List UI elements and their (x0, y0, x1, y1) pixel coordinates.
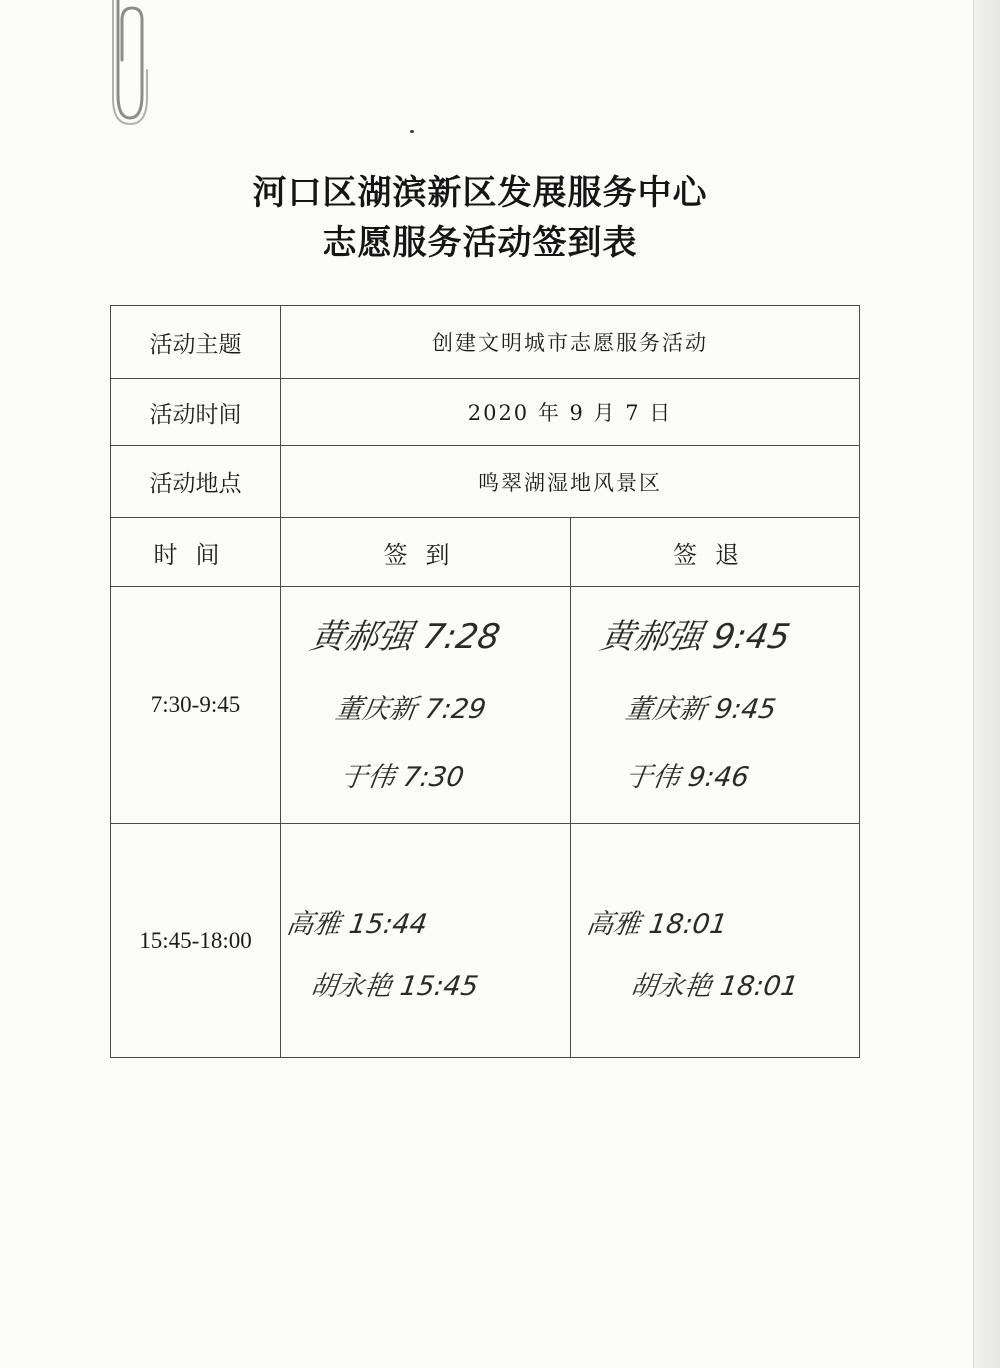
page-edge (973, 0, 1000, 1368)
document-subtitle: 志愿服务活动签到表 (322, 223, 638, 263)
signature: 黄郝强 7:28 (306, 617, 504, 657)
signature: 高雅 15:44 (284, 909, 430, 940)
paperclip-icon (96, 0, 156, 130)
signature: 于伟 7:30 (338, 762, 466, 793)
session-sign-out-cell (570, 586, 860, 824)
signature: 高雅 18:01 (584, 909, 730, 940)
signature: 董庆新 7:29 (333, 694, 488, 725)
theme-value: 创建文明城市志愿服务活动 (280, 305, 860, 379)
signature: 黄郝强 9:45 (596, 617, 794, 657)
session-sign-in-cell (280, 823, 571, 1058)
scan-speck (410, 130, 414, 133)
time-label: 活动时间 (110, 378, 281, 446)
signature: 胡永艳 18:01 (628, 971, 801, 1002)
header-time: 时间 (110, 517, 281, 587)
sign-in-table (110, 305, 860, 1058)
place-label: 活动地点 (110, 445, 281, 518)
header-sign-out: 签退 (570, 517, 860, 587)
place-value: 鸣翠湖湿地风景区 (280, 445, 860, 518)
signature: 胡永艳 15:45 (308, 971, 481, 1002)
document-title: 河口区湖滨新区发展服务中心 (252, 173, 708, 213)
signature: 董庆新 9:45 (623, 694, 778, 725)
session-sign-in-cell (280, 586, 571, 824)
session-sign-out-cell (570, 823, 860, 1058)
header-sign-in: 签到 (280, 517, 571, 587)
theme-label: 活动主题 (110, 305, 281, 379)
signature: 于伟 9:46 (623, 762, 751, 793)
session-time: 7:30-9:45 (110, 586, 281, 824)
session-time: 15:45-18:00 (110, 823, 281, 1058)
time-value: 2020 年 9 月 7 日 (280, 378, 860, 446)
